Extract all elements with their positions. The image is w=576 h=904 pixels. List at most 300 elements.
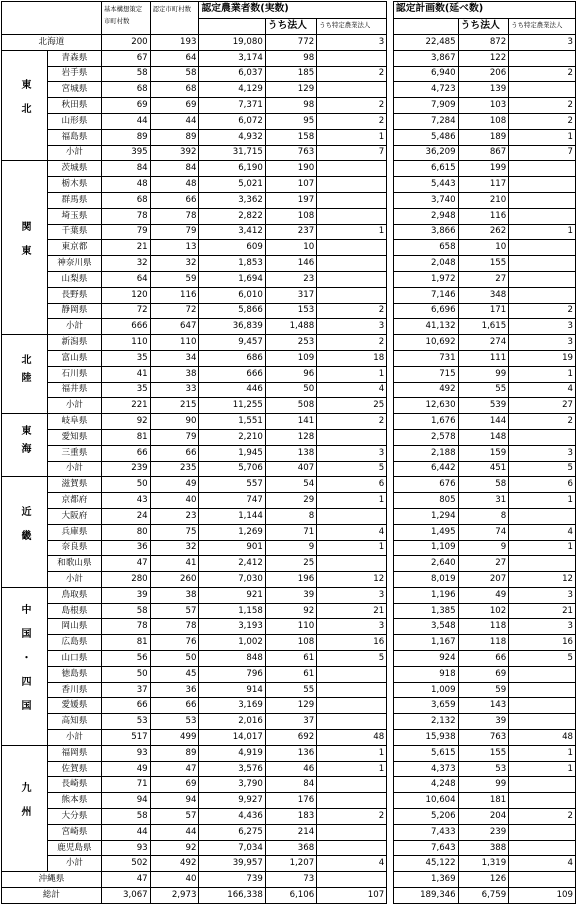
subtotal-row	[2, 398, 576, 414]
cell-plan-municipalities: 84	[101, 161, 150, 177]
cell-cert-municipalities: 45	[150, 666, 199, 682]
cell-plan-municipalities: 41	[101, 366, 150, 382]
cell-certified-plans: 189,346	[393, 888, 458, 904]
column-gap	[387, 287, 394, 303]
grand-total-label: 総計	[2, 888, 102, 904]
cell-farmers-special-corporations: 1	[317, 493, 387, 509]
cell-farmers-special-corporations: 3	[317, 445, 387, 461]
cell-cert-municipalities: 75	[150, 524, 199, 540]
cell-certified-plans: 12,630	[393, 398, 458, 414]
column-gap	[387, 429, 394, 445]
column-gap	[387, 745, 394, 761]
cell-certified-plans: 5,443	[393, 177, 458, 193]
cell-plan-municipalities: 89	[101, 129, 150, 145]
cell-plans-corporations: 122	[458, 50, 509, 66]
cell-farmers-special-corporations	[317, 872, 387, 888]
table-row	[2, 872, 576, 888]
cell-farmers-corporations: 8	[265, 508, 316, 524]
cell-plans-special-corporations	[509, 714, 576, 730]
prefecture-name: 奈良県	[48, 540, 102, 556]
column-gap	[387, 682, 394, 698]
cell-plan-municipalities: 92	[101, 414, 150, 430]
cell-plans-corporations: 58	[458, 477, 509, 493]
cell-farmers-special-corporations	[317, 208, 387, 224]
cell-plans-corporations: 126	[458, 872, 509, 888]
cell-farmers-special-corporations: 16	[317, 635, 387, 651]
prefecture-name: 沖縄県	[2, 872, 102, 888]
cell-certified-farmers: 2,412	[199, 556, 265, 572]
cell-plan-municipalities: 502	[101, 856, 150, 872]
cell-cert-municipalities: 392	[150, 145, 199, 161]
cell-plans-special-corporations: 2	[509, 414, 576, 430]
cell-farmers-special-corporations	[317, 429, 387, 445]
column-gap	[387, 619, 394, 635]
table-header	[2, 2, 576, 35]
table-row	[2, 651, 576, 667]
cell-cert-municipalities: 647	[150, 319, 199, 335]
table-row	[2, 587, 576, 603]
column-gap	[387, 303, 394, 319]
header-farmers-corporations: うち法人	[265, 19, 316, 35]
prefecture-name: 岩手県	[48, 66, 102, 82]
cell-cert-municipalities: 53	[150, 714, 199, 730]
prefecture-name: 島根県	[48, 603, 102, 619]
cell-plans-corporations: 27	[458, 556, 509, 572]
cell-certified-farmers: 7,034	[199, 840, 265, 856]
cell-cert-municipalities: 89	[150, 745, 199, 761]
cell-farmers-special-corporations	[317, 256, 387, 272]
cell-certified-farmers: 4,436	[199, 809, 265, 825]
cell-plans-special-corporations: 3	[509, 619, 576, 635]
cell-plans-corporations: 117	[458, 177, 509, 193]
cell-certified-farmers: 686	[199, 350, 265, 366]
subtotal-label: 小計	[48, 572, 102, 588]
cell-plans-special-corporations: 19	[509, 350, 576, 366]
cell-plans-corporations: 102	[458, 603, 509, 619]
cell-certified-plans: 715	[393, 366, 458, 382]
table-row	[2, 335, 576, 351]
cell-certified-farmers: 39,957	[199, 856, 265, 872]
cell-plan-municipalities: 79	[101, 224, 150, 240]
cell-certified-plans: 15,938	[393, 730, 458, 746]
region-label	[2, 50, 48, 161]
cell-plan-municipalities: 69	[101, 98, 150, 114]
subtotal-row	[2, 572, 576, 588]
cell-cert-municipalities: 79	[150, 429, 199, 445]
cell-farmers-corporations: 95	[265, 113, 316, 129]
cell-farmers-special-corporations: 2	[317, 98, 387, 114]
prefecture-name: 和歌山県	[48, 556, 102, 572]
cell-plan-municipalities: 37	[101, 682, 150, 698]
cell-farmers-special-corporations	[317, 177, 387, 193]
table-row	[2, 271, 576, 287]
table-row	[2, 303, 576, 319]
table-row	[2, 50, 576, 66]
cell-plan-municipalities: 58	[101, 66, 150, 82]
cell-plans-corporations: 181	[458, 793, 509, 809]
prefecture-name: 神奈川県	[48, 256, 102, 272]
prefecture-name: 大阪府	[48, 508, 102, 524]
cell-plan-municipalities: 35	[101, 382, 150, 398]
cell-cert-municipalities: 78	[150, 619, 199, 635]
subtotal-row	[2, 730, 576, 746]
cell-certified-plans: 1,167	[393, 635, 458, 651]
cell-certified-plans: 4,248	[393, 777, 458, 793]
cell-farmers-corporations: 10	[265, 240, 316, 256]
cell-plans-corporations: 239	[458, 824, 509, 840]
cell-plans-special-corporations	[509, 872, 576, 888]
cell-plans-special-corporations	[509, 192, 576, 208]
cell-certified-plans: 6,696	[393, 303, 458, 319]
cell-plans-special-corporations: 1	[509, 761, 576, 777]
table-body	[2, 35, 576, 904]
column-gap	[387, 35, 394, 51]
table-row	[2, 224, 576, 240]
cell-plan-municipalities: 221	[101, 398, 150, 414]
cell-cert-municipalities: 68	[150, 82, 199, 98]
cell-plan-municipalities: 120	[101, 287, 150, 303]
cell-certified-farmers: 166,338	[199, 888, 265, 904]
cell-farmers-corporations: 61	[265, 666, 316, 682]
cell-plans-special-corporations: 1	[509, 745, 576, 761]
table-row	[2, 809, 576, 825]
region-name: 九州	[19, 782, 30, 831]
column-gap	[387, 730, 394, 746]
cell-certified-farmers: 5,706	[199, 461, 265, 477]
cell-certified-plans: 4,373	[393, 761, 458, 777]
cell-plans-special-corporations	[509, 287, 576, 303]
cell-farmers-corporations: 317	[265, 287, 316, 303]
cell-certified-farmers: 3,174	[199, 50, 265, 66]
table-row	[2, 350, 576, 366]
cell-plan-municipalities: 67	[101, 50, 150, 66]
cell-certified-plans: 2,640	[393, 556, 458, 572]
column-gap	[387, 82, 394, 98]
cell-plans-special-corporations: 1	[509, 493, 576, 509]
cell-certified-farmers: 1,002	[199, 635, 265, 651]
prefecture-name: 鳥取県	[48, 587, 102, 603]
cell-cert-municipalities: 235	[150, 461, 199, 477]
column-gap	[387, 856, 394, 872]
column-gap	[387, 445, 394, 461]
header-pref-blank	[48, 2, 102, 35]
cell-certified-plans: 7,146	[393, 287, 458, 303]
column-gap	[387, 477, 394, 493]
cell-farmers-special-corporations: 3	[317, 35, 387, 51]
cell-plan-municipalities: 110	[101, 335, 150, 351]
table-row	[2, 508, 576, 524]
cell-certified-farmers: 5,866	[199, 303, 265, 319]
cell-certified-farmers: 2,210	[199, 429, 265, 445]
prefecture-name: 東京都	[48, 240, 102, 256]
cell-farmers-corporations: 185	[265, 66, 316, 82]
cell-certified-farmers: 739	[199, 872, 265, 888]
cell-certified-farmers: 4,919	[199, 745, 265, 761]
cell-plans-corporations: 55	[458, 382, 509, 398]
table-row	[2, 793, 576, 809]
cell-farmers-special-corporations: 4	[317, 856, 387, 872]
cell-certified-plans: 2,132	[393, 714, 458, 730]
cell-plan-municipalities: 71	[101, 777, 150, 793]
column-gap	[387, 192, 394, 208]
cell-cert-municipalities: 64	[150, 50, 199, 66]
cell-certified-farmers: 914	[199, 682, 265, 698]
cell-farmers-special-corporations	[317, 777, 387, 793]
cell-farmers-corporations: 25	[265, 556, 316, 572]
cell-cert-municipalities: 2,973	[150, 888, 199, 904]
certified-farmers-table	[1, 1, 576, 904]
cell-plan-municipalities: 3,067	[101, 888, 150, 904]
cell-plans-special-corporations: 3	[509, 35, 576, 51]
cell-certified-farmers: 5,021	[199, 177, 265, 193]
cell-plans-corporations: 199	[458, 161, 509, 177]
cell-plans-corporations: 189	[458, 129, 509, 145]
prefecture-name: 群馬県	[48, 192, 102, 208]
table-row	[2, 714, 576, 730]
cell-cert-municipalities: 78	[150, 208, 199, 224]
cell-plan-municipalities: 93	[101, 840, 150, 856]
cell-farmers-special-corporations: 48	[317, 730, 387, 746]
cell-plans-corporations: 9	[458, 540, 509, 556]
cell-cert-municipalities: 66	[150, 192, 199, 208]
cell-plans-special-corporations	[509, 256, 576, 272]
cell-farmers-special-corporations: 21	[317, 603, 387, 619]
cell-plans-special-corporations: 1	[509, 366, 576, 382]
cell-certified-plans: 731	[393, 350, 458, 366]
cell-farmers-special-corporations: 4	[317, 524, 387, 540]
cell-plan-municipalities: 58	[101, 603, 150, 619]
prefecture-name: 滋賀県	[48, 477, 102, 493]
cell-plans-corporations: 139	[458, 82, 509, 98]
table-row	[2, 824, 576, 840]
cell-certified-plans: 2,048	[393, 256, 458, 272]
cell-plans-special-corporations: 2	[509, 113, 576, 129]
table-row	[2, 603, 576, 619]
cell-cert-municipalities: 36	[150, 682, 199, 698]
cell-farmers-special-corporations: 12	[317, 572, 387, 588]
column-gap	[387, 714, 394, 730]
cell-farmers-special-corporations	[317, 840, 387, 856]
cell-farmers-corporations: 46	[265, 761, 316, 777]
cell-certified-farmers: 848	[199, 651, 265, 667]
table-row	[2, 35, 576, 51]
cell-plan-municipalities: 200	[101, 35, 150, 51]
cell-plans-special-corporations: 6	[509, 477, 576, 493]
table-row	[2, 745, 576, 761]
cell-certified-plans: 22,485	[393, 35, 458, 51]
cell-plan-municipalities: 21	[101, 240, 150, 256]
cell-plan-municipalities: 78	[101, 619, 150, 635]
table-row	[2, 208, 576, 224]
cell-cert-municipalities: 32	[150, 540, 199, 556]
cell-cert-municipalities: 50	[150, 651, 199, 667]
cell-certified-plans: 3,866	[393, 224, 458, 240]
table-row	[2, 366, 576, 382]
cell-certified-farmers: 7,030	[199, 572, 265, 588]
cell-certified-farmers: 3,576	[199, 761, 265, 777]
table-row	[2, 129, 576, 145]
header-plans-corporations: うち法人	[458, 19, 509, 35]
cell-farmers-corporations: 197	[265, 192, 316, 208]
prefecture-name: 高知県	[48, 714, 102, 730]
cell-farmers-corporations: 98	[265, 98, 316, 114]
cell-farmers-corporations: 50	[265, 382, 316, 398]
cell-certified-farmers: 31,715	[199, 145, 265, 161]
cell-farmers-special-corporations: 2	[317, 113, 387, 129]
header-gap	[387, 2, 394, 35]
cell-plans-corporations: 204	[458, 809, 509, 825]
column-gap	[387, 635, 394, 651]
column-gap	[387, 603, 394, 619]
subtotal-label: 小計	[48, 856, 102, 872]
cell-plans-corporations: 148	[458, 429, 509, 445]
cell-plan-municipalities: 66	[101, 698, 150, 714]
subtotal-label: 小計	[48, 319, 102, 335]
cell-plan-municipalities: 80	[101, 524, 150, 540]
cell-certified-farmers: 6,037	[199, 66, 265, 82]
cell-farmers-corporations: 692	[265, 730, 316, 746]
cell-certified-plans: 918	[393, 666, 458, 682]
cell-plans-special-corporations	[509, 161, 576, 177]
column-gap	[387, 240, 394, 256]
prefecture-name: 香川県	[48, 682, 102, 698]
cell-certified-farmers: 6,010	[199, 287, 265, 303]
cell-plans-special-corporations: 3	[509, 319, 576, 335]
cell-farmers-corporations: 158	[265, 129, 316, 145]
header-certified-plans: 認定計画数(延べ数)	[393, 2, 575, 19]
cell-farmers-special-corporations: 2	[317, 414, 387, 430]
cell-certified-plans: 2,188	[393, 445, 458, 461]
cell-certified-farmers: 1,694	[199, 271, 265, 287]
cell-plans-corporations: 155	[458, 745, 509, 761]
cell-plan-municipalities: 239	[101, 461, 150, 477]
cell-plans-special-corporations	[509, 240, 576, 256]
cell-plan-municipalities: 58	[101, 809, 150, 825]
cell-certified-farmers: 9,927	[199, 793, 265, 809]
cell-plans-corporations: 451	[458, 461, 509, 477]
column-gap	[387, 761, 394, 777]
cell-cert-municipalities: 47	[150, 761, 199, 777]
prefecture-name: 北海道	[2, 35, 102, 51]
cell-farmers-corporations: 368	[265, 840, 316, 856]
table-row	[2, 113, 576, 129]
column-gap	[387, 98, 394, 114]
cell-cert-municipalities: 57	[150, 603, 199, 619]
cell-farmers-special-corporations	[317, 50, 387, 66]
cell-certified-farmers: 4,129	[199, 82, 265, 98]
cell-certified-farmers: 2,016	[199, 714, 265, 730]
cell-certified-plans: 1,385	[393, 603, 458, 619]
cell-farmers-corporations: 108	[265, 208, 316, 224]
cell-farmers-special-corporations: 1	[317, 129, 387, 145]
cell-plans-special-corporations	[509, 824, 576, 840]
cell-farmers-corporations: 129	[265, 82, 316, 98]
cell-certified-plans: 924	[393, 651, 458, 667]
column-gap	[387, 224, 394, 240]
cell-certified-farmers: 557	[199, 477, 265, 493]
cell-cert-municipalities: 66	[150, 445, 199, 461]
cell-cert-municipalities: 13	[150, 240, 199, 256]
cell-certified-farmers: 19,080	[199, 35, 265, 51]
cell-farmers-special-corporations: 1	[317, 745, 387, 761]
cell-plan-municipalities: 666	[101, 319, 150, 335]
cell-farmers-corporations: 253	[265, 335, 316, 351]
cell-plans-special-corporations	[509, 777, 576, 793]
header-plans-blank	[393, 19, 458, 35]
cell-farmers-special-corporations: 3	[317, 619, 387, 635]
prefecture-name: 岐阜県	[48, 414, 102, 430]
cell-plan-municipalities: 81	[101, 635, 150, 651]
cell-farmers-special-corporations	[317, 714, 387, 730]
prefecture-name: 岡山県	[48, 619, 102, 635]
cell-certified-plans: 45,122	[393, 856, 458, 872]
cell-certified-plans: 3,659	[393, 698, 458, 714]
column-gap	[387, 50, 394, 66]
cell-plans-special-corporations: 2	[509, 66, 576, 82]
table-row	[2, 256, 576, 272]
prefecture-name: 愛知県	[48, 429, 102, 445]
region-label	[2, 477, 48, 588]
cell-certified-plans: 7,433	[393, 824, 458, 840]
cell-farmers-corporations: 237	[265, 224, 316, 240]
cell-farmers-corporations: 1,207	[265, 856, 316, 872]
column-gap	[387, 398, 394, 414]
cell-certified-plans: 676	[393, 477, 458, 493]
table-row	[2, 840, 576, 856]
cell-cert-municipalities: 89	[150, 129, 199, 145]
cell-certified-plans: 805	[393, 493, 458, 509]
cell-plan-municipalities: 72	[101, 303, 150, 319]
prefecture-name: 長崎県	[48, 777, 102, 793]
cell-cert-municipalities: 79	[150, 224, 199, 240]
cell-farmers-corporations: 214	[265, 824, 316, 840]
cell-certified-plans: 8,019	[393, 572, 458, 588]
cell-farmers-corporations: 407	[265, 461, 316, 477]
cell-plans-special-corporations: 4	[509, 524, 576, 540]
cell-certified-farmers: 3,362	[199, 192, 265, 208]
cell-plans-corporations: 171	[458, 303, 509, 319]
cell-cert-municipalities: 57	[150, 809, 199, 825]
prefecture-name: 宮崎県	[48, 824, 102, 840]
cell-plans-special-corporations: 1	[509, 129, 576, 145]
cell-certified-plans: 3,740	[393, 192, 458, 208]
prefecture-name: 大分県	[48, 809, 102, 825]
prefecture-name: 福岡県	[48, 745, 102, 761]
cell-cert-municipalities: 58	[150, 66, 199, 82]
cell-farmers-special-corporations: 6	[317, 477, 387, 493]
cell-plan-municipalities: 94	[101, 793, 150, 809]
column-gap	[387, 556, 394, 572]
prefecture-name: 福井県	[48, 382, 102, 398]
cell-cert-municipalities: 492	[150, 856, 199, 872]
column-gap	[387, 840, 394, 856]
cell-plans-special-corporations: 2	[509, 303, 576, 319]
cell-farmers-special-corporations: 2	[317, 335, 387, 351]
prefecture-name: 徳島県	[48, 666, 102, 682]
cell-plans-corporations: 49	[458, 587, 509, 603]
cell-certified-plans: 4,723	[393, 82, 458, 98]
prefecture-name: 鹿児島県	[48, 840, 102, 856]
cell-plan-municipalities: 35	[101, 350, 150, 366]
cell-certified-plans: 3,867	[393, 50, 458, 66]
cell-certified-farmers: 6,072	[199, 113, 265, 129]
cell-plans-corporations: 6,759	[458, 888, 509, 904]
cell-plan-municipalities: 48	[101, 177, 150, 193]
cell-plans-special-corporations: 3	[509, 587, 576, 603]
region-name: 関東	[19, 221, 30, 270]
cell-farmers-special-corporations: 2	[317, 303, 387, 319]
cell-certified-plans: 7,909	[393, 98, 458, 114]
